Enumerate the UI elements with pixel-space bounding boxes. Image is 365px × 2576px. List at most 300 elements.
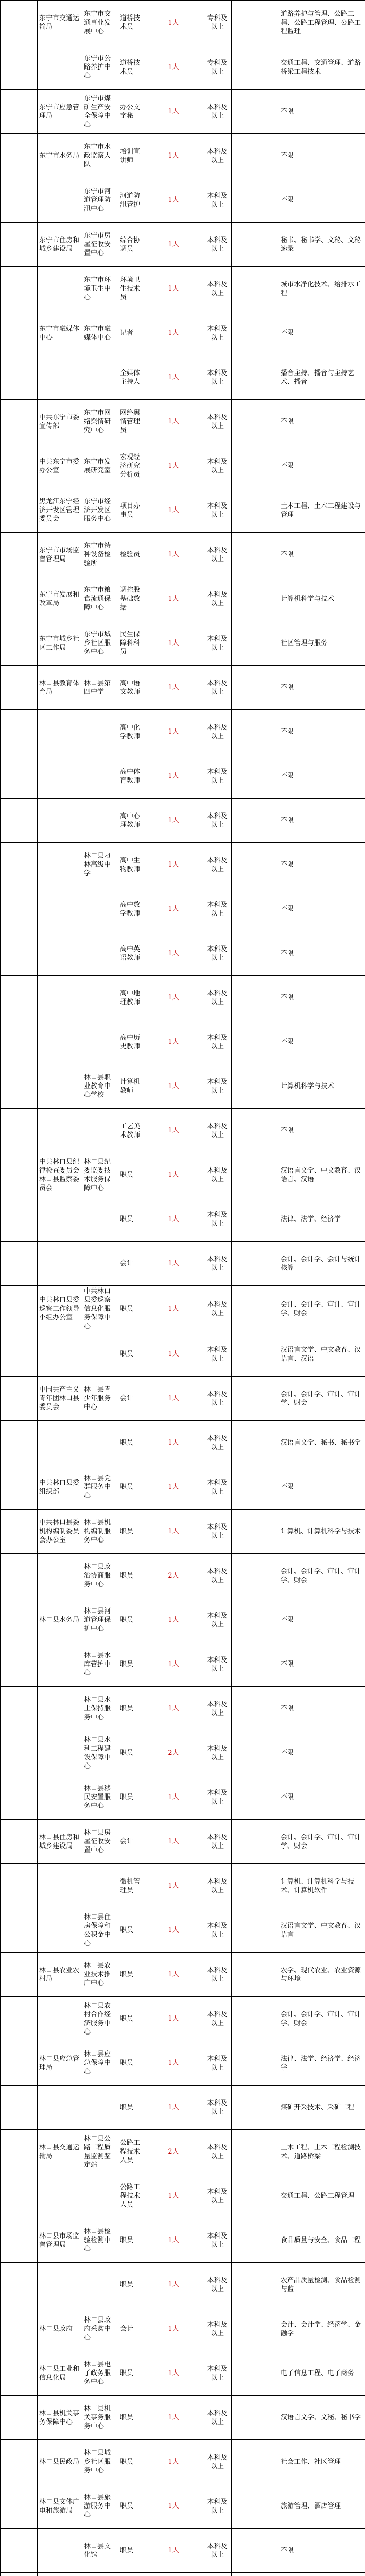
count-cell: 1人 — [144, 931, 203, 976]
table-row — [1, 1510, 365, 1554]
count-cell: 1人 — [144, 2484, 203, 2529]
count-cell: 1人 — [144, 843, 203, 887]
blank-cell — [232, 355, 279, 400]
count-cell: 1人 — [144, 2263, 203, 2307]
count-cell: 1人 — [144, 621, 203, 666]
blank-cell — [1, 2529, 38, 2573]
major-cell: 不限 — [279, 799, 365, 843]
count-cell: 1人 — [144, 178, 203, 223]
blank-cell — [232, 311, 279, 355]
table-row — [1, 2263, 365, 2307]
count-cell: 1人 — [144, 1997, 203, 2041]
table-row — [1, 488, 365, 533]
post-cell: 职员 — [118, 2396, 144, 2440]
blank-cell — [1, 355, 38, 400]
education-cell: 本科及以上 — [203, 2484, 232, 2529]
unit-cell — [82, 1332, 118, 1377]
table-row — [1, 1997, 365, 2041]
education-cell: 本科及以上 — [203, 754, 232, 799]
major-cell: 社会工作、社区管理 — [279, 2440, 365, 2484]
education-cell: 本科及以上 — [203, 1064, 232, 1109]
department-cell: 林口县文体广电和旅游局 — [38, 2484, 82, 2529]
major-cell: 秘书、秘书学、文秘、文秘速录 — [279, 223, 365, 267]
blank-cell — [232, 444, 279, 488]
department-cell — [38, 1332, 82, 1377]
unit-cell: 林口县政府采购中心 — [82, 2307, 118, 2351]
major-cell: 计算机科学与技术 — [279, 577, 365, 621]
major-cell: 农产品质量检测、食品检测与监 — [279, 2263, 365, 2307]
blank-cell — [1, 621, 38, 666]
unit-cell: 林口县移民安置服务中心 — [82, 1775, 118, 1820]
department-cell: 黑龙江东宁经济开发区管理委员会 — [38, 488, 82, 533]
major-cell: 不限 — [279, 843, 365, 887]
table-row — [1, 444, 365, 488]
unit-cell: 林口县水利工程建设保障中心 — [82, 1731, 118, 1775]
table-body — [1, 1, 365, 2576]
department-cell: 中共林口县委巡察工作领导小组办公室 — [38, 1286, 82, 1332]
post-cell: 微机管理员 — [118, 1864, 144, 1908]
blank-cell — [1, 45, 38, 90]
education-cell: 本科及以上 — [203, 2218, 232, 2263]
unit-cell: 东宁市公路养护中心 — [82, 45, 118, 90]
count-cell: 1人 — [144, 2396, 203, 2440]
education-cell: 本科及以上 — [203, 311, 232, 355]
count-cell: 1人 — [144, 1687, 203, 1731]
unit-cell — [82, 1109, 118, 1153]
major-cell: 交通工程、交通管理、道路桥梁工程技术 — [279, 45, 365, 90]
major-cell: 计算机、计算机科学与技术 — [279, 1510, 365, 1554]
unit-cell: 林口县第四中学 — [82, 666, 118, 710]
post-cell — [118, 2573, 144, 2576]
department-cell — [38, 1775, 82, 1820]
blank-cell — [1, 1, 38, 45]
major-cell: 不限 — [279, 90, 365, 134]
blank-cell — [232, 267, 279, 311]
post-cell: 职员 — [118, 2529, 144, 2573]
post-cell: 综合协调员 — [118, 223, 144, 267]
major-cell: 会计、会计学、审计、审计学、财会 — [279, 1377, 365, 1421]
blank-cell — [1, 1997, 38, 2041]
department-cell — [38, 1997, 82, 2041]
department-cell: 林口县民政局 — [38, 2440, 82, 2484]
count-cell: 1人 — [144, 90, 203, 134]
major-cell: 会计、会计学、会计与统计核算 — [279, 1242, 365, 1286]
unit-cell — [82, 799, 118, 843]
post-cell: 全媒体主持人 — [118, 355, 144, 400]
education-cell: 本科及以上 — [203, 577, 232, 621]
unit-cell: 林口县河道管理保护中心 — [82, 1598, 118, 1642]
department-cell — [38, 1864, 82, 1908]
count-cell: 1人 — [144, 2351, 203, 2396]
blank-cell — [232, 1064, 279, 1109]
blank-cell — [232, 621, 279, 666]
major-cell: 不限 — [279, 754, 365, 799]
education-cell: 本科及以上 — [203, 1642, 232, 1687]
blank-cell — [232, 976, 279, 1020]
blank-cell — [232, 1242, 279, 1286]
department-cell: 林口县交通运输局 — [38, 2130, 82, 2174]
major-cell: 计算机科学与技术 — [279, 1064, 365, 1109]
blank-cell — [232, 2130, 279, 2174]
blank-cell — [232, 2086, 279, 2130]
blank-cell — [232, 2174, 279, 2218]
blank-cell — [1, 178, 38, 223]
count-cell: 1人 — [144, 754, 203, 799]
post-cell: 项目办事员 — [118, 488, 144, 533]
blank-cell — [232, 2218, 279, 2263]
post-cell: 民生保障科科员 — [118, 621, 144, 666]
unit-cell: 林口县纪委监委技术服务保障中心 — [82, 1153, 118, 1197]
unit-cell: 林口县房屋征收安置中心 — [82, 1820, 118, 1864]
unit-cell: 林口县城乡社区服务中心 — [82, 2440, 118, 2484]
count-cell: 1人 — [144, 887, 203, 931]
education-cell: 本科及以上 — [203, 1020, 232, 1064]
post-cell: 高中生物教师 — [118, 843, 144, 887]
education-cell: 本科及以上 — [203, 90, 232, 134]
education-cell: 本科及以上 — [203, 1377, 232, 1421]
blank-cell — [1, 931, 38, 976]
count-cell: 1人 — [144, 223, 203, 267]
blank-cell — [232, 1, 279, 45]
count-cell: 1人 — [144, 1332, 203, 1377]
post-cell: 职员 — [118, 1554, 144, 1598]
education-cell: 本科及以上 — [203, 134, 232, 178]
major-cell: 会计、会计学、审计、审计学、财会 — [279, 1820, 365, 1864]
blank-cell — [232, 1687, 279, 1731]
blank-cell — [1, 1286, 38, 1332]
major-cell: 汉语言文学、中文教育、汉语言 — [279, 1908, 365, 1953]
major-cell: 农学、现代农业、农业资源与环境 — [279, 1953, 365, 1997]
education-cell: 本科及以上 — [203, 2086, 232, 2130]
post-cell: 职员 — [118, 1997, 144, 2041]
major-cell: 不限 — [279, 931, 365, 976]
unit-cell: 林口县机关事务服务中心 — [82, 2396, 118, 2440]
department-cell — [38, 267, 82, 311]
post-cell: 河道防汛管护 — [118, 178, 144, 223]
table-row — [1, 1153, 365, 1197]
major-cell: 会计、会计学、经济学、金融学 — [279, 2307, 365, 2351]
unit-cell: 林口县青少年服务中心 — [82, 1377, 118, 1421]
blank-cell — [232, 2484, 279, 2529]
unit-cell: 林口县住房保障和公积金中心 — [82, 1908, 118, 1953]
department-cell — [38, 1687, 82, 1731]
education-cell: 本科及以上 — [203, 2351, 232, 2396]
post-cell: 职员 — [118, 1465, 144, 1510]
education-cell: 本科及以上 — [203, 1465, 232, 1510]
blank-cell — [1, 488, 38, 533]
major-cell: 城市水净化技术、给排水工程 — [279, 267, 365, 311]
department-cell — [38, 45, 82, 90]
unit-cell — [82, 931, 118, 976]
major-cell: 不限 — [279, 887, 365, 931]
table-row — [1, 666, 365, 710]
post-cell: 职员 — [118, 1687, 144, 1731]
blank-cell — [1, 90, 38, 134]
post-cell: 会计 — [118, 1377, 144, 1421]
blank-cell — [232, 1465, 279, 1510]
major-cell: 汉语言文学、文秘、秘书学 — [279, 2396, 365, 2440]
blank-cell — [1, 1242, 38, 1286]
post-cell: 宏观经济研究分析员 — [118, 444, 144, 488]
table-row — [1, 1377, 365, 1421]
blank-cell — [232, 1820, 279, 1864]
blank-cell — [232, 1864, 279, 1908]
unit-cell: 东宁市发展研究室 — [82, 444, 118, 488]
education-cell: 本科及以上 — [203, 533, 232, 577]
unit-cell — [82, 2174, 118, 2218]
blank-cell — [1, 1332, 38, 1377]
count-cell: 1人 — [144, 2307, 203, 2351]
blank-cell — [232, 2263, 279, 2307]
table-row — [1, 1064, 365, 1109]
table-row — [1, 2440, 365, 2484]
blank-cell — [232, 931, 279, 976]
blank-cell — [1, 1554, 38, 1598]
blank-cell — [232, 2440, 279, 2484]
table-row — [1, 621, 365, 666]
blank-cell — [232, 2041, 279, 2086]
table-row — [1, 577, 365, 621]
blank-cell — [1, 2440, 38, 2484]
education-cell: 本科及以上 — [203, 843, 232, 887]
blank-cell — [1, 2484, 38, 2529]
major-cell: 不限 — [279, 710, 365, 754]
unit-cell — [82, 887, 118, 931]
blank-cell — [232, 1598, 279, 1642]
blank-cell — [232, 754, 279, 799]
education-cell: 本科及以上 — [203, 2174, 232, 2218]
table-row — [1, 2351, 365, 2396]
count-cell: 1人 — [144, 799, 203, 843]
major-cell: 不限 — [279, 1687, 365, 1731]
blank-cell — [232, 1286, 279, 1332]
table-row — [1, 976, 365, 1020]
major-cell: 计算机、计算机科学与技术、计算机软件 — [279, 1864, 365, 1908]
education-cell: 本科及以上 — [203, 1554, 232, 1598]
post-cell: 职员 — [118, 2263, 144, 2307]
major-cell: 不限 — [279, 311, 365, 355]
table-row — [1, 2573, 365, 2576]
count-cell: 1人 — [144, 2041, 203, 2086]
table-row — [1, 1465, 365, 1510]
post-cell: 职员 — [118, 1642, 144, 1687]
education-cell: 本科及以上 — [203, 1775, 232, 1820]
department-cell — [38, 178, 82, 223]
table-row — [1, 1908, 365, 1953]
unit-cell — [82, 1197, 118, 1242]
department-cell: 林口县住房和城乡建设局 — [38, 1820, 82, 1864]
count-cell: 1人 — [144, 1153, 203, 1197]
department-cell — [38, 1642, 82, 1687]
major-cell: 道路养护与管理、公路工程、公路工程管理、公路工程监理 — [279, 1, 365, 45]
count-cell: 1人 — [144, 311, 203, 355]
blank-cell — [1, 1510, 38, 1554]
education-cell: 本科及以上 — [203, 931, 232, 976]
education-cell: 本科及以上 — [203, 1109, 232, 1153]
education-cell: 本科及以上 — [203, 1598, 232, 1642]
unit-cell: 林口县水库管护中心 — [82, 1642, 118, 1687]
department-cell: 林口县工业和信息化局 — [38, 2351, 82, 2396]
major-cell — [279, 2573, 365, 2576]
table-row — [1, 2218, 365, 2263]
education-cell: 本科及以上 — [203, 1953, 232, 1997]
count-cell: 1人 — [144, 1, 203, 45]
unit-cell — [82, 2573, 118, 2576]
department-cell — [38, 1064, 82, 1109]
post-cell: 检验员 — [118, 533, 144, 577]
count-cell: 2人 — [144, 2130, 203, 2174]
department-cell — [38, 2573, 82, 2576]
blank-cell — [232, 1731, 279, 1775]
blank-cell — [1, 754, 38, 799]
table-row — [1, 1, 365, 45]
major-cell: 不限 — [279, 533, 365, 577]
post-cell: 环境卫生技术员 — [118, 267, 144, 311]
post-cell: 公路工程技术人员 — [118, 2174, 144, 2218]
count-cell: 1人 — [144, 666, 203, 710]
education-cell: 本科及以上 — [203, 400, 232, 444]
unit-cell: 林口县党群服务中心 — [82, 1465, 118, 1510]
count-cell: 1人 — [144, 1642, 203, 1687]
education-cell: 本科及以上 — [203, 1908, 232, 1953]
blank-cell — [1, 1153, 38, 1197]
blank-cell — [1, 400, 38, 444]
unit-cell — [82, 976, 118, 1020]
post-cell: 职员 — [118, 1953, 144, 1997]
major-cell: 不限 — [279, 976, 365, 1020]
table-row — [1, 1197, 365, 1242]
major-cell: 土木工程、土木工程检测技术、道路桥梁 — [279, 2130, 365, 2174]
blank-cell — [232, 488, 279, 533]
department-cell — [38, 931, 82, 976]
post-cell: 职员 — [118, 2440, 144, 2484]
department-cell: 林口县政府 — [38, 2307, 82, 2351]
blank-cell — [232, 666, 279, 710]
count-cell: 1人 — [144, 2086, 203, 2130]
major-cell: 会计、会计学、审计、审计学、财会 — [279, 1286, 365, 1332]
blank-cell — [1, 2174, 38, 2218]
education-cell: 本科及以上 — [203, 1242, 232, 1286]
post-cell: 道桥技术员 — [118, 1, 144, 45]
blank-cell — [232, 799, 279, 843]
table-row — [1, 1642, 365, 1687]
post-cell: 高中语文教师 — [118, 666, 144, 710]
unit-cell: 东宁市粮食流通保障中心 — [82, 577, 118, 621]
post-cell: 职员 — [118, 2218, 144, 2263]
major-cell: 法律、法学、经济学 — [279, 1197, 365, 1242]
post-cell: 职员 — [118, 2484, 144, 2529]
education-cell — [203, 2573, 232, 2576]
table-row — [1, 1421, 365, 1465]
blank-cell — [1, 1197, 38, 1242]
department-cell — [38, 2174, 82, 2218]
table-row — [1, 1687, 365, 1731]
department-cell — [38, 1197, 82, 1242]
department-cell — [38, 710, 82, 754]
count-cell: 2人 — [144, 1731, 203, 1775]
blank-cell — [232, 90, 279, 134]
count-cell: 1人 — [144, 400, 203, 444]
count-cell: 1人 — [144, 1598, 203, 1642]
major-cell: 不限 — [279, 1642, 365, 1687]
blank-cell — [1, 1642, 38, 1687]
table-row — [1, 2041, 365, 2086]
blank-cell — [1, 710, 38, 754]
major-cell: 不限 — [279, 1731, 365, 1775]
blank-cell — [1, 976, 38, 1020]
post-cell: 职员 — [118, 2041, 144, 2086]
blank-cell — [1, 444, 38, 488]
unit-cell: 林口县旅游服务中心 — [82, 2484, 118, 2529]
post-cell: 记者 — [118, 311, 144, 355]
unit-cell: 东宁市经济开发区服务中心 — [82, 488, 118, 533]
post-cell: 职员 — [118, 1153, 144, 1197]
blank-cell — [1, 2086, 38, 2130]
education-cell: 本科及以上 — [203, 1997, 232, 2041]
unit-cell: 东宁市环境卫生中心 — [82, 267, 118, 311]
major-cell: 交通工程、公路工程管理 — [279, 2174, 365, 2218]
count-cell: 1人 — [144, 1820, 203, 1864]
department-cell: 东宁市市场监督管理局 — [38, 533, 82, 577]
department-cell: 林口县教育体育局 — [38, 666, 82, 710]
education-cell: 本科及以上 — [203, 1332, 232, 1377]
department-cell: 林口县市场监督管理局 — [38, 2218, 82, 2263]
blank-cell — [232, 1197, 279, 1242]
post-cell: 职员 — [118, 2351, 144, 2396]
table-row — [1, 1109, 365, 1153]
table-row — [1, 90, 365, 134]
major-cell: 不限 — [279, 1775, 365, 1820]
table-row — [1, 400, 365, 444]
major-cell: 土木工程、土木工程建设与管理 — [279, 488, 365, 533]
major-cell: 不限 — [279, 1598, 365, 1642]
major-cell: 汉语言文学、秘书、秘书学 — [279, 1421, 365, 1465]
table-row — [1, 223, 365, 267]
table-row — [1, 1953, 365, 1997]
education-cell: 本科及以上 — [203, 666, 232, 710]
blank-cell — [1, 1598, 38, 1642]
post-cell: 职员 — [118, 1775, 144, 1820]
post-cell: 职员 — [118, 1421, 144, 1465]
post-cell: 职员 — [118, 1908, 144, 1953]
count-cell — [144, 2573, 203, 2576]
blank-cell — [232, 1020, 279, 1064]
count-cell: 1人 — [144, 1908, 203, 1953]
count-cell: 1人 — [144, 2440, 203, 2484]
major-cell: 不限 — [279, 1465, 365, 1510]
education-cell: 本科及以上 — [203, 444, 232, 488]
department-cell — [38, 843, 82, 887]
blank-cell — [232, 1953, 279, 1997]
education-cell: 本科及以上 — [203, 223, 232, 267]
major-cell: 不限 — [279, 134, 365, 178]
table-row — [1, 931, 365, 976]
department-cell — [38, 2263, 82, 2307]
table-row — [1, 710, 365, 754]
post-cell: 职员 — [118, 1286, 144, 1332]
post-cell: 高中英语教师 — [118, 931, 144, 976]
count-cell: 1人 — [144, 1953, 203, 1997]
count-cell: 1人 — [144, 1377, 203, 1421]
table-row — [1, 2130, 365, 2174]
department-cell — [38, 754, 82, 799]
major-cell: 会计、会计学、审计、审计学、财会 — [279, 1997, 365, 2041]
table-row — [1, 178, 365, 223]
table-row — [1, 2396, 365, 2440]
major-cell: 电子信息工程、电子商务 — [279, 2351, 365, 2396]
table-row — [1, 2484, 365, 2529]
blank-cell — [1, 311, 38, 355]
